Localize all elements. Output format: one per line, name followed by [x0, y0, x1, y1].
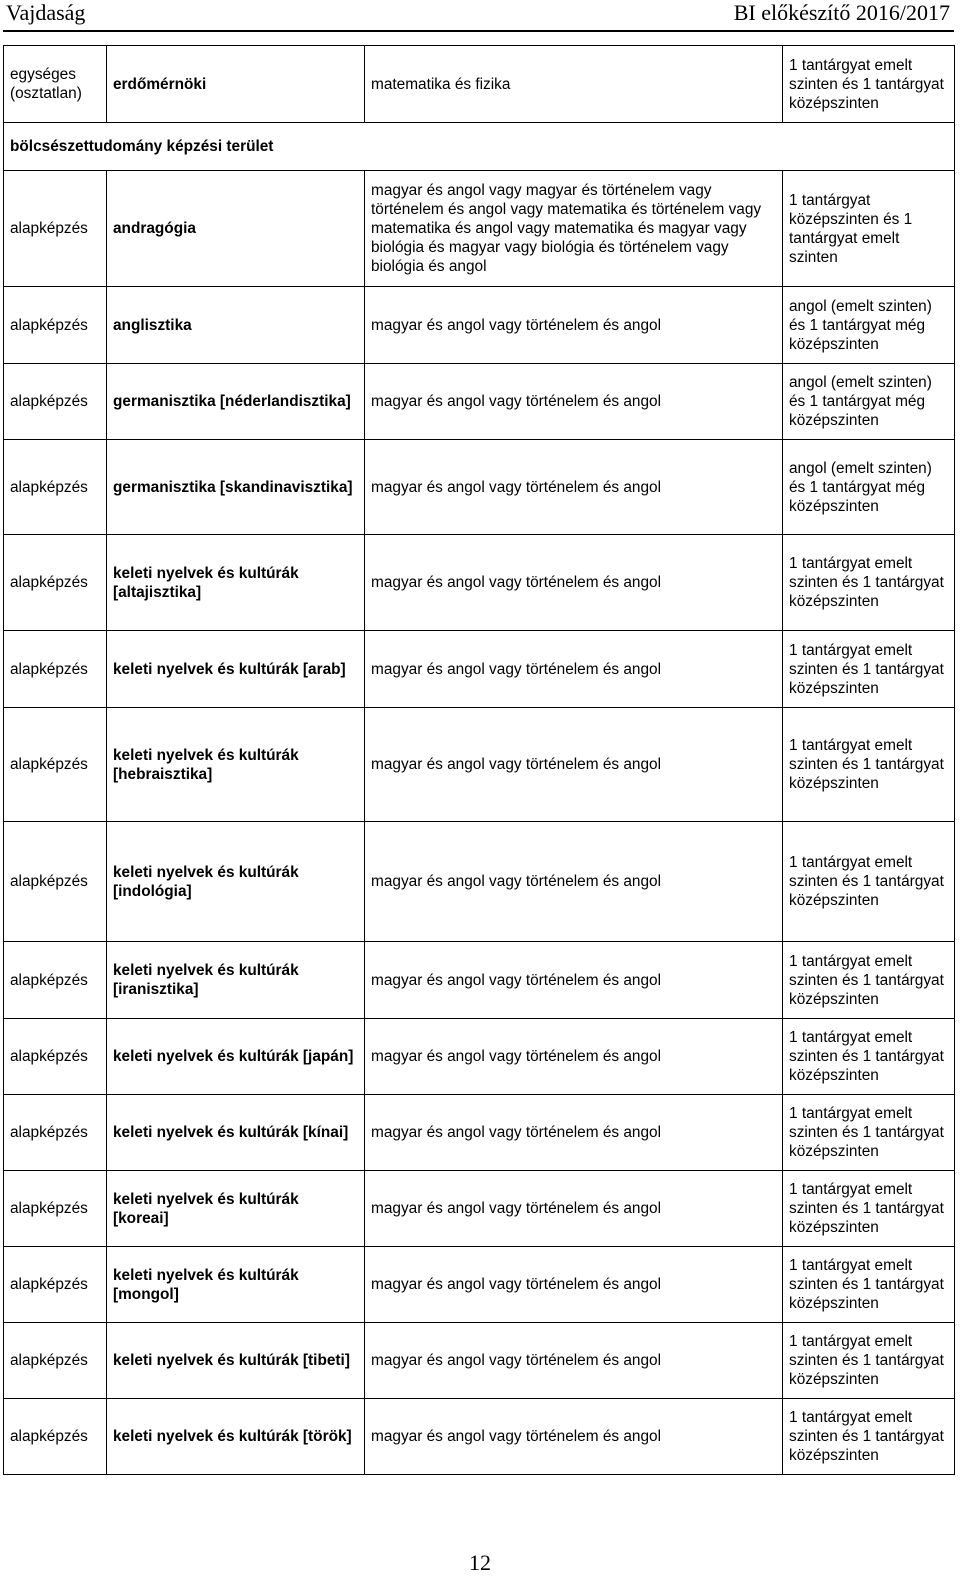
table-row: [4, 46, 955, 123]
table-row: [4, 1171, 955, 1247]
subjects-cell: magyar és angol vagy történelem és angol: [365, 631, 783, 708]
program-name-cell: erdőmérnöki: [107, 46, 365, 123]
header-title: Vajdaság: [6, 0, 86, 25]
program-name-cell: keleti nyelvek és kultúrák [mongol]: [107, 1247, 365, 1323]
table-row: [4, 631, 955, 708]
table-row: [4, 171, 955, 287]
table-row: [4, 1095, 955, 1171]
admission-table: [3, 45, 955, 1475]
level-cell: 1 tantárgyat emelt szinten és 1 tantárgyat középszinten: [783, 1019, 955, 1095]
subjects-cell: magyar és angol vagy történelem és angol: [365, 1323, 783, 1399]
table-row: [4, 364, 955, 440]
header-rule: [3, 30, 954, 32]
subjects-cell: magyar és angol vagy történelem és angol: [365, 822, 783, 942]
level-cell: angol (emelt szinten) és 1 tantárgyat még középszinten: [783, 440, 955, 535]
subjects-cell: matematika és fizika: [365, 46, 783, 123]
level-cell: 1 tantárgyat emelt szinten és 1 tantárgyat középszinten: [783, 1399, 955, 1475]
program-name-cell: germanisztika [skandinavisztika]: [107, 440, 365, 535]
header-subtitle: BI előkészítő 2016/2017: [733, 0, 950, 25]
level-cell: 1 tantárgyat emelt szinten és 1 tantárgyat középszinten: [783, 1247, 955, 1323]
subjects-cell: magyar és angol vagy történelem és angol: [365, 708, 783, 822]
table-row: [4, 822, 955, 942]
page-header: [0, 0, 960, 30]
level-cell: 1 tantárgyat emelt szinten és 1 tantárgyat középszinten: [783, 535, 955, 631]
table-row: [4, 440, 955, 535]
subjects-cell: magyar és angol vagy történelem és angol: [365, 1247, 783, 1323]
training-type-cell: alapképzés: [4, 1019, 107, 1095]
training-type-cell: alapképzés: [4, 1095, 107, 1171]
table-row: [4, 535, 955, 631]
table-row: [4, 942, 955, 1019]
training-type-cell: alapképzés: [4, 1171, 107, 1247]
subjects-cell: magyar és angol vagy történelem és angol: [365, 364, 783, 440]
level-cell: angol (emelt szinten) és 1 tantárgyat még középszinten: [783, 287, 955, 364]
program-name-cell: germanisztika [néderlandisztika]: [107, 364, 365, 440]
level-cell: 1 tantárgyat emelt szinten és 1 tantárgyat középszinten: [783, 942, 955, 1019]
section-row: [4, 123, 955, 171]
section-title: bölcsészettudomány képzési terület: [4, 123, 955, 171]
level-cell: 1 tantárgyat emelt szinten és 1 tantárgyat középszinten: [783, 1171, 955, 1247]
level-cell: 1 tantárgyat emelt szinten és 1 tantárgyat középszinten: [783, 46, 955, 123]
training-type-cell: alapképzés: [4, 1399, 107, 1475]
training-type-cell: alapképzés: [4, 822, 107, 942]
program-name-cell: keleti nyelvek és kultúrák [török]: [107, 1399, 365, 1475]
program-name-cell: keleti nyelvek és kultúrák [tibeti]: [107, 1323, 365, 1399]
subjects-cell: magyar és angol vagy történelem és angol: [365, 942, 783, 1019]
level-cell: angol (emelt szinten) és 1 tantárgyat még középszinten: [783, 364, 955, 440]
program-name-cell: keleti nyelvek és kultúrák [koreai]: [107, 1171, 365, 1247]
subjects-cell: magyar és angol vagy történelem és angol: [365, 440, 783, 535]
program-name-cell: keleti nyelvek és kultúrák [indológia]: [107, 822, 365, 942]
table-row: [4, 1019, 955, 1095]
table-row: [4, 1247, 955, 1323]
table-row: [4, 708, 955, 822]
subjects-cell: magyar és angol vagy magyar és történelem vagy történelem és angol vagy matematika és történelem vagy matematika és angol vagy matematika és magyar vagy biológia és magyar vagy biológia és történelem vagy biológia és angol: [365, 171, 783, 287]
subjects-cell: magyar és angol vagy történelem és angol: [365, 1095, 783, 1171]
training-type-cell: alapképzés: [4, 440, 107, 535]
subjects-cell: magyar és angol vagy történelem és angol: [365, 535, 783, 631]
program-name-cell: keleti nyelvek és kultúrák [iranisztika]: [107, 942, 365, 1019]
program-name-cell: anglisztika: [107, 287, 365, 364]
program-name-cell: keleti nyelvek és kultúrák [hebraisztika]: [107, 708, 365, 822]
training-type-cell: egységes (osztatlan): [4, 46, 107, 123]
training-type-cell: alapképzés: [4, 1323, 107, 1399]
training-type-cell: alapképzés: [4, 708, 107, 822]
table-row: [4, 1323, 955, 1399]
training-type-cell: alapképzés: [4, 171, 107, 287]
page-number: 12: [469, 1550, 491, 1575]
training-type-cell: alapképzés: [4, 364, 107, 440]
subjects-cell: magyar és angol vagy történelem és angol: [365, 1019, 783, 1095]
level-cell: 1 tantárgyat emelt szinten és 1 tantárgyat középszinten: [783, 822, 955, 942]
training-type-cell: alapképzés: [4, 1247, 107, 1323]
level-cell: 1 tantárgyat emelt szinten és 1 tantárgyat középszinten: [783, 631, 955, 708]
level-cell: 1 tantárgyat emelt szinten és 1 tantárgyat középszinten: [783, 708, 955, 822]
training-type-cell: alapképzés: [4, 631, 107, 708]
subjects-cell: magyar és angol vagy történelem és angol: [365, 1171, 783, 1247]
table-row: [4, 287, 955, 364]
level-cell: 1 tantárgyat emelt szinten és 1 tantárgyat középszinten: [783, 1095, 955, 1171]
training-type-cell: alapképzés: [4, 942, 107, 1019]
level-cell: 1 tantárgyat középszinten és 1 tantárgyat emelt szinten: [783, 171, 955, 287]
program-name-cell: keleti nyelvek és kultúrák [arab]: [107, 631, 365, 708]
program-name-cell: keleti nyelvek és kultúrák [japán]: [107, 1019, 365, 1095]
program-name-cell: keleti nyelvek és kultúrák [kínai]: [107, 1095, 365, 1171]
table-row: [4, 1399, 955, 1475]
table-body: [4, 46, 955, 1475]
training-type-cell: alapképzés: [4, 535, 107, 631]
program-name-cell: andragógia: [107, 171, 365, 287]
subjects-cell: magyar és angol vagy történelem és angol: [365, 1399, 783, 1475]
level-cell: 1 tantárgyat emelt szinten és 1 tantárgyat középszinten: [783, 1323, 955, 1399]
program-name-cell: keleti nyelvek és kultúrák [altajisztika]: [107, 535, 365, 631]
training-type-cell: alapképzés: [4, 287, 107, 364]
subjects-cell: magyar és angol vagy történelem és angol: [365, 287, 783, 364]
